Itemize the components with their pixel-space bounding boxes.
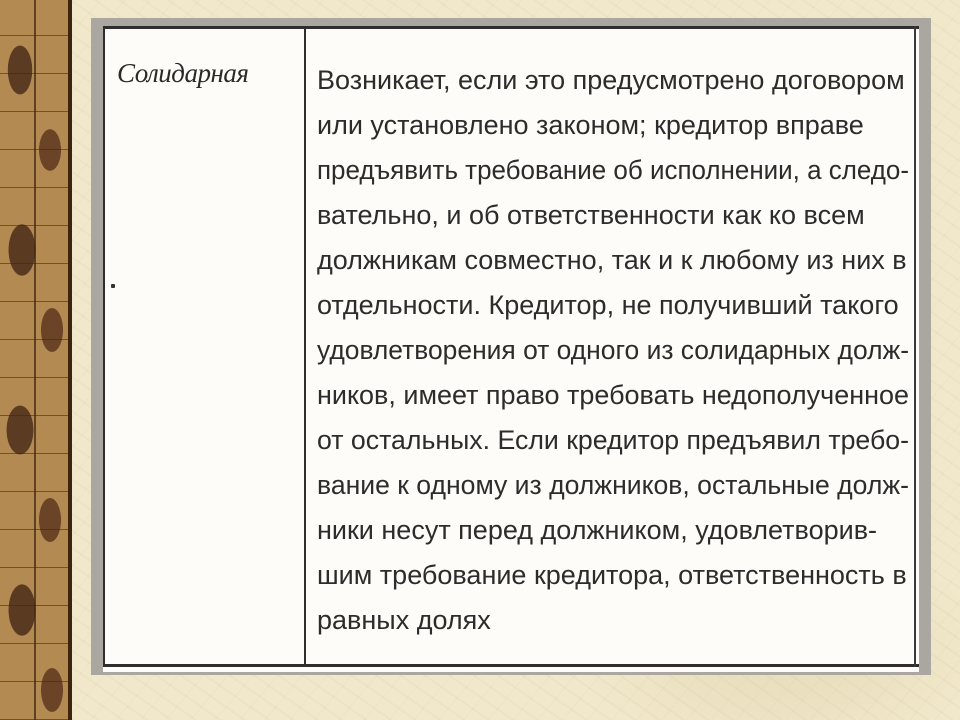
definition-line: вание к одному из должников, остальные долж-	[317, 470, 909, 500]
definition-line: равных долях	[317, 605, 491, 635]
definition-line: предъявить требование об исполнении, а следо-	[317, 155, 909, 185]
definition-line: Возникает, если это предусмотрено договором	[317, 65, 905, 95]
definition-line: отдельности. Кредитор, не получивший такого	[317, 290, 899, 320]
definition-line: вательно, и об ответственности как ко всем	[317, 200, 865, 230]
table-left-border	[103, 26, 105, 667]
liability-type-term: Солидарная	[117, 58, 249, 88]
definition-line: или установлено законом; кредитор вправе	[317, 110, 864, 140]
decorative-strip-lines	[0, 0, 72, 720]
table-sheet	[103, 26, 919, 672]
definition-line: шим требование кредитора, ответственность в	[317, 560, 907, 590]
liability-definition	[317, 58, 909, 643]
table-top-rule	[103, 26, 919, 29]
table-right-border	[914, 26, 916, 667]
definition-line: удовлетворения от одного из солидарных долж-	[317, 335, 909, 365]
definition-line: ников, имеет право требовать недополученное	[317, 380, 909, 410]
definition-line: от остальных. Если кредитор предъявил требо-	[317, 425, 909, 455]
table-column-divider	[304, 26, 306, 667]
table-image-frame	[91, 18, 931, 675]
definition-line: ники несут перед должником, удовлетворив-	[317, 515, 878, 545]
stray-mark	[111, 284, 115, 288]
definition-line: должникам совместно, так и к любому из них в	[317, 245, 907, 275]
table-bottom-rule	[103, 664, 919, 667]
